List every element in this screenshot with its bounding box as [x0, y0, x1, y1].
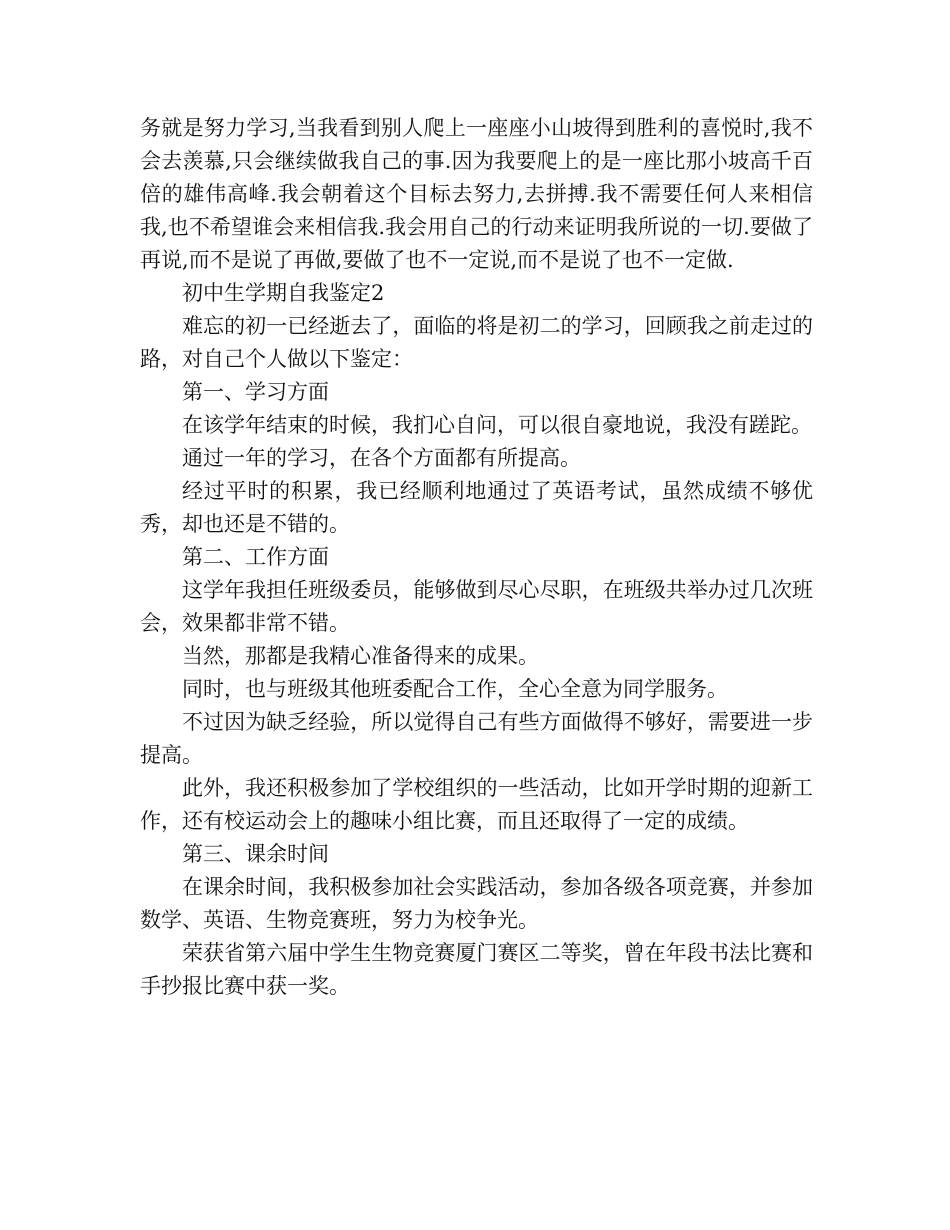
- paragraph-work-2: 当然，那都是我精心准备得来的成果。: [182, 644, 539, 668]
- heading-study: 第一、学习方面: [182, 380, 329, 404]
- paragraph-1: 务就是努力学习,当我看到别人爬上一座座小山坡得到胜利的喜悦时,我不会去羡慕,只会继续做我自己的事.因为我要爬上的是一座比那小坡高千百倍的雄伟高峰.我会朝着这个目标去努力,去拼搏.我不需要任何人来相信我,也不希望谁会来相信我.我会用自己的行动来证明我所说的一切.要做了再说,而不是说了再做,要做了也不一定说,而不是说了也不一定做.: [140, 116, 813, 272]
- paragraph-work-5: 此外，我还积极参加了学校组织的一些活动，比如开学时期的迎新工作，还有校运动会上的趣味小组比赛，而且还取得了一定的成绩。: [140, 776, 813, 833]
- paragraph-work-1: 这学年我担任班级委员，能够做到尽心尽职，在班级共举办过几次班会，效果都非常不错。: [140, 578, 813, 635]
- paragraph-study-2: 通过一年的学习，在各个方面都有所提高。: [182, 446, 581, 470]
- heading-spare-time: 第三、课余时间: [182, 842, 329, 866]
- paragraph-study-3: 经过平时的积累，我已经顺利地通过了英语考试，虽然成绩不够优秀，却也还是不错的。: [140, 479, 813, 536]
- section-title: 初中生学期自我鉴定2: [182, 281, 385, 305]
- paragraph-intro: 难忘的初一已经逝去了，面临的将是初二的学习，回顾我之前走过的路，对自己个人做以下鉴定：: [140, 314, 813, 371]
- paragraph-work-4: 不过因为缺乏经验，所以觉得自己有些方面做得不够好，需要进一步提高。: [140, 710, 813, 767]
- paragraph-spare-2: 荣获省第六届中学生生物竞赛厦门赛区二等奖，曾在年段书法比赛和手抄报比赛中获一奖。: [140, 941, 813, 998]
- document-body: [140, 112, 813, 1003]
- heading-work: 第二、工作方面: [182, 545, 329, 569]
- paragraph-spare-1: 在课余时间，我积极参加社会实践活动，参加各级各项竞赛，并参加数学、英语、生物竞赛班，努力为校争光。: [140, 875, 813, 932]
- paragraph-study-1: 在该学年结束的时候，我扪心自问，可以很自豪地说，我没有蹉跎。: [182, 413, 812, 437]
- paragraph-work-3: 同时，也与班级其他班委配合工作，全心全意为同学服务。: [182, 677, 728, 701]
